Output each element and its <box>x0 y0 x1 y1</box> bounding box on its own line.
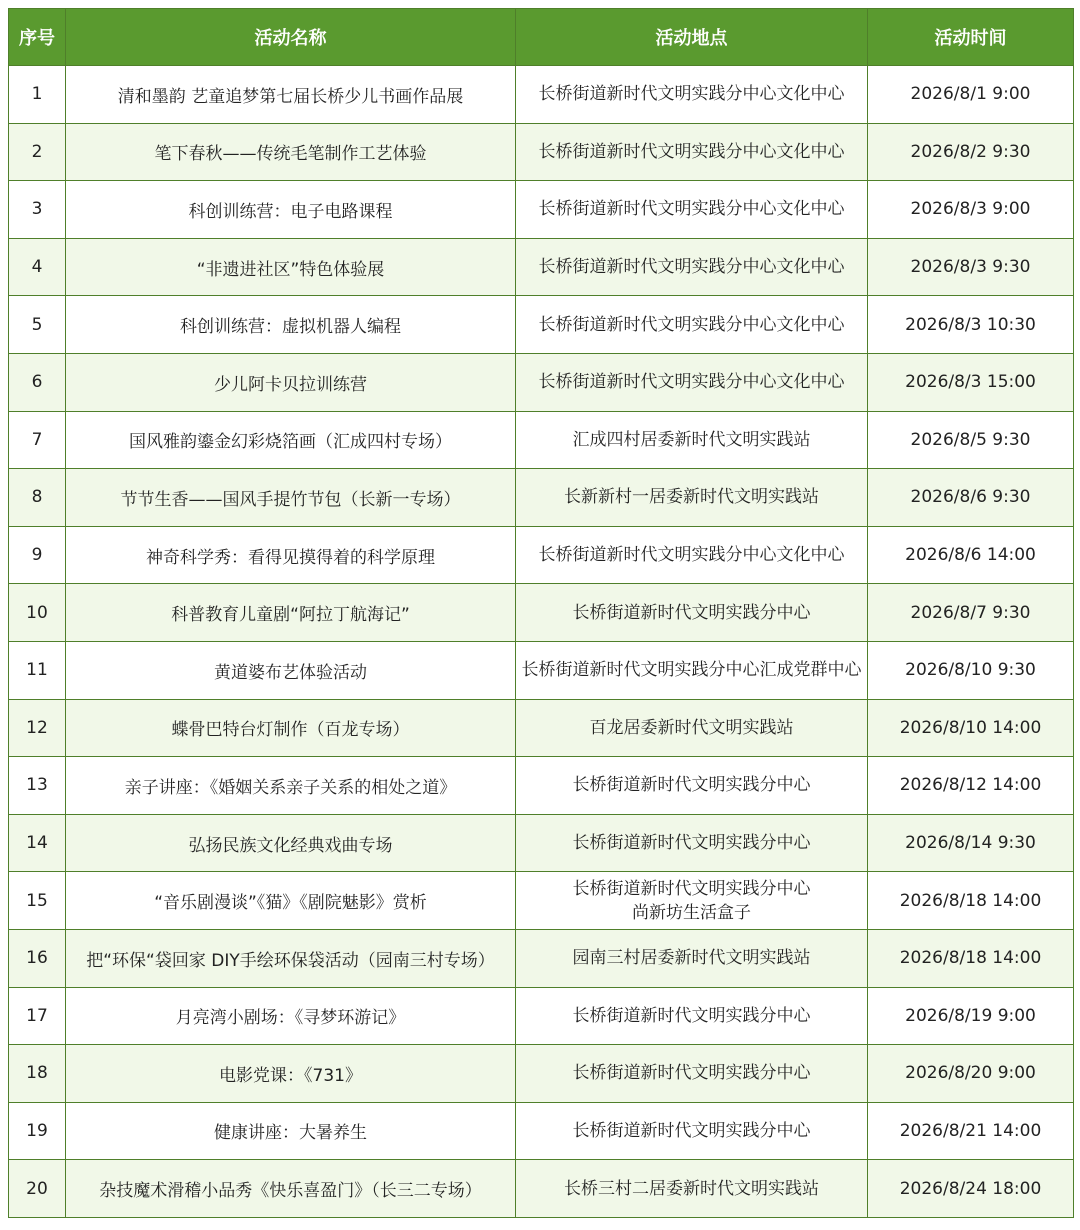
activity-time: 2026/8/10 9:30 <box>868 641 1074 699</box>
row-index: 7 <box>9 411 66 469</box>
table-row <box>9 814 1074 872</box>
row-index: 17 <box>9 987 66 1045</box>
activity-name: 亲子讲座：《婚姻关系亲子关系的相处之道》 <box>66 757 516 815</box>
table-row <box>9 1160 1074 1218</box>
table-row <box>9 123 1074 181</box>
table-row <box>9 411 1074 469</box>
activity-place <box>516 929 868 987</box>
table-row <box>9 584 1074 642</box>
activity-time: 2026/8/6 9:30 <box>868 469 1074 527</box>
activity-place <box>516 1045 868 1103</box>
activity-time: 2026/8/10 14:00 <box>868 699 1074 757</box>
row-index: 6 <box>9 353 66 411</box>
header-name: 活动名称 <box>66 9 516 66</box>
row-index: 8 <box>9 469 66 527</box>
schedule-table-wrapper <box>8 8 1074 1218</box>
activity-place <box>516 872 868 930</box>
activity-name: 清和墨韵 艺童追梦第七届长桥少儿书画作品展 <box>66 66 516 124</box>
activity-schedule-table <box>8 8 1074 1218</box>
activity-place-line: 长桥街道新时代文明实践分中心 <box>572 1120 811 1141</box>
row-index: 4 <box>9 238 66 296</box>
row-index: 15 <box>9 872 66 930</box>
activity-place-line: 长桥街道新时代文明实践分中心 <box>572 775 811 796</box>
activity-time: 2026/8/5 9:30 <box>868 411 1074 469</box>
activity-time: 2026/8/3 9:30 <box>868 238 1074 296</box>
header-place: 活动地点 <box>516 9 868 66</box>
activity-place <box>516 814 868 872</box>
activity-place-line: 长桥三村二居委新时代文明实践站 <box>564 1178 819 1199</box>
activity-place <box>516 411 868 469</box>
activity-place-line: 汇成四村居委新时代文明实践站 <box>572 429 811 450</box>
activity-place-line: 园南三村居委新时代文明实践站 <box>572 948 811 969</box>
activity-time: 2026/8/2 9:30 <box>868 123 1074 181</box>
activity-place-line: 百龙居委新时代文明实践站 <box>589 717 794 738</box>
activity-place-line: 长桥街道新时代文明实践分中心文化中心 <box>538 314 845 335</box>
activity-name: 神奇科学秀：看得见摸得着的科学原理 <box>66 526 516 584</box>
activity-place <box>516 584 868 642</box>
row-index: 16 <box>9 929 66 987</box>
row-index: 2 <box>9 123 66 181</box>
activity-place-line: 长桥街道新时代文明实践分中心 <box>572 1005 811 1026</box>
activity-place-line: 长桥街道新时代文明实践分中心 <box>572 1063 811 1084</box>
table-row <box>9 526 1074 584</box>
row-index: 14 <box>9 814 66 872</box>
activity-name: 科创训练营：电子电路课程 <box>66 181 516 239</box>
activity-place-line: 长桥街道新时代文明实践分中心文化中心 <box>538 84 845 105</box>
activity-place <box>516 296 868 354</box>
table-row <box>9 757 1074 815</box>
table-row <box>9 1045 1074 1103</box>
activity-time: 2026/8/1 9:00 <box>868 66 1074 124</box>
table-row <box>9 987 1074 1045</box>
header-time: 活动时间 <box>868 9 1074 66</box>
activity-time: 2026/8/14 9:30 <box>868 814 1074 872</box>
activity-name: “非遗进社区”特色体验展 <box>66 238 516 296</box>
activity-place <box>516 238 868 296</box>
activity-place <box>516 353 868 411</box>
activity-name: 把“环保“袋回家 DIY手绘环保袋活动（园南三村专场） <box>66 929 516 987</box>
row-index: 12 <box>9 699 66 757</box>
activity-place <box>516 526 868 584</box>
activity-place <box>516 66 868 124</box>
table-row <box>9 296 1074 354</box>
activity-place-line: 长桥街道新时代文明实践分中心汇成党群中心 <box>521 660 862 681</box>
row-index: 3 <box>9 181 66 239</box>
activity-name: 国风雅韵鎏金幻彩烧箔画（汇成四村专场） <box>66 411 516 469</box>
activity-time: 2026/8/12 14:00 <box>868 757 1074 815</box>
activity-place <box>516 469 868 527</box>
row-index: 1 <box>9 66 66 124</box>
table-row <box>9 929 1074 987</box>
activity-time: 2026/8/21 14:00 <box>868 1102 1074 1160</box>
activity-name: “音乐剧漫谈”《猫》《剧院魅影》赏析 <box>66 872 516 930</box>
activity-time: 2026/8/3 9:00 <box>868 181 1074 239</box>
table-row <box>9 641 1074 699</box>
activity-time: 2026/8/3 10:30 <box>868 296 1074 354</box>
activity-place-line: 长桥街道新时代文明实践分中心文化中心 <box>538 199 845 220</box>
activity-place-line: 长新新村一居委新时代文明实践站 <box>564 487 819 508</box>
activity-name: 科创训练营：虚拟机器人编程 <box>66 296 516 354</box>
row-index: 5 <box>9 296 66 354</box>
activity-place-line: 长桥街道新时代文明实践分中心文化中心 <box>538 545 845 566</box>
activity-name: 节节生香——国风手提竹节包（长新一专场） <box>66 469 516 527</box>
activity-place-line: 长桥街道新时代文明实践分中心 <box>572 602 811 623</box>
activity-time: 2026/8/7 9:30 <box>868 584 1074 642</box>
table-row <box>9 66 1074 124</box>
activity-name: 少儿阿卡贝拉训练营 <box>66 353 516 411</box>
row-index: 10 <box>9 584 66 642</box>
activity-place-line: 尚新坊生活盒子 <box>632 902 751 923</box>
activity-name: 科普教育儿童剧“阿拉丁航海记” <box>66 584 516 642</box>
activity-place <box>516 641 868 699</box>
table-row <box>9 181 1074 239</box>
table-row <box>9 469 1074 527</box>
activity-name: 月亮湾小剧场：《寻梦环游记》 <box>66 987 516 1045</box>
activity-place <box>516 757 868 815</box>
activity-time: 2026/8/19 9:00 <box>868 987 1074 1045</box>
row-index: 13 <box>9 757 66 815</box>
activity-name: 蝶骨巴特台灯制作（百龙专场） <box>66 699 516 757</box>
activity-name: 电影党课：《731》 <box>66 1045 516 1103</box>
row-index: 19 <box>9 1102 66 1160</box>
header-index: 序号 <box>9 9 66 66</box>
activity-place-line: 长桥街道新时代文明实践分中心文化中心 <box>538 372 845 393</box>
activity-place-line: 长桥街道新时代文明实践分中心 <box>572 833 811 854</box>
activity-name: 杂技魔术滑稽小品秀《快乐喜盈门》（长三二专场） <box>66 1160 516 1218</box>
activity-name: 健康讲座：大暑养生 <box>66 1102 516 1160</box>
table-row <box>9 1102 1074 1160</box>
table-body <box>9 66 1074 1218</box>
activity-name: 黄道婆布艺体验活动 <box>66 641 516 699</box>
activity-time: 2026/8/18 14:00 <box>868 929 1074 987</box>
row-index: 20 <box>9 1160 66 1218</box>
table-row <box>9 872 1074 930</box>
activity-place <box>516 1160 868 1218</box>
table-row <box>9 238 1074 296</box>
table-row <box>9 353 1074 411</box>
activity-time: 2026/8/6 14:00 <box>868 526 1074 584</box>
row-index: 18 <box>9 1045 66 1103</box>
activity-place <box>516 181 868 239</box>
activity-time: 2026/8/20 9:00 <box>868 1045 1074 1103</box>
activity-name: 笔下春秋——传统毛笔制作工艺体验 <box>66 123 516 181</box>
activity-place <box>516 1102 868 1160</box>
table-header-row <box>9 9 1074 66</box>
activity-place-line: 长桥街道新时代文明实践分中心文化中心 <box>538 257 845 278</box>
table-row <box>9 699 1074 757</box>
activity-place-line: 长桥街道新时代文明实践分中心 <box>572 878 811 899</box>
row-index: 9 <box>9 526 66 584</box>
activity-place <box>516 123 868 181</box>
activity-place <box>516 699 868 757</box>
activity-time: 2026/8/24 18:00 <box>868 1160 1074 1218</box>
activity-place-line: 长桥街道新时代文明实践分中心文化中心 <box>538 141 845 162</box>
activity-time: 2026/8/3 15:00 <box>868 353 1074 411</box>
activity-time: 2026/8/18 14:00 <box>868 872 1074 930</box>
row-index: 11 <box>9 641 66 699</box>
activity-place <box>516 987 868 1045</box>
activity-name: 弘扬民族文化经典戏曲专场 <box>66 814 516 872</box>
